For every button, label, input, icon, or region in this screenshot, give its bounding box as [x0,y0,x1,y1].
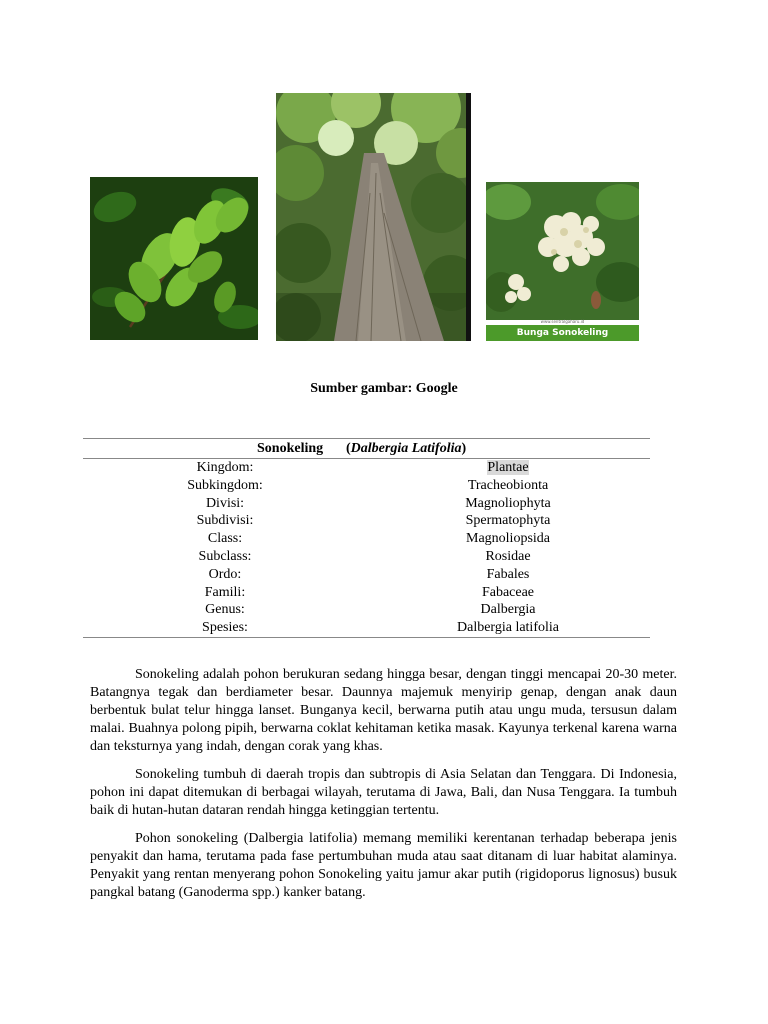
table-row [83,584,650,602]
taxonomy-table [83,438,650,638]
rank-value: Fabales [486,566,530,582]
table-row [83,530,650,548]
rank-value: Dalbergia [480,602,536,618]
rank-value: Dalbergia latifolia [457,620,559,636]
table-row [83,459,650,477]
rank-value: Plantae [487,460,529,475]
rank-label: Kingdom: [196,460,254,475]
rank-label: Subkingdom: [187,477,263,493]
header-latin-name: (Dalbergia Latifolia) [346,441,467,456]
body-paragraph: Sonokeling tumbuh di daerah tropis dan subtropis di Asia Selatan dan Tenggara. Di Indonesia, pohon ini dapat ditemukan di berbagai wilayah, terutama di Jawa, Bali, dan Nusa Tenggara. Ia tumbuh baik di hutan-hutan dataran rendah hingga ketinggian tertentu. [90,767,677,818]
leaf-photo [90,177,258,340]
rank-value: Spermatophyta [465,513,551,529]
rank-value: Magnoliopsida [466,531,550,547]
table-row [83,477,650,495]
table-row [83,619,650,637]
rank-value: Fabaceae [481,584,535,600]
table-row [83,512,650,530]
table-row [83,495,650,513]
rank-label: Genus: [205,602,245,618]
table-header [83,439,650,459]
table-row [83,566,650,584]
body-paragraph: Sonokeling adalah pohon berukuran sedang hingga besar, dengan tinggi mencapai 20-30 meter. Batangnya tegak dan berdiameter besar. Daunnya majemuk menyirip genap, dengan anak daun berbentuk bulat telur hingga lanset. Bunganya kecil, berwarna putih atau ungu muda, tersusun dalam malai. Buahnya polong pipih, berwarna coklat kehitaman ketika masak. Kayunya terkenal karena warna dan teksturnya yang indah, dengan corak yang khas. [90,667,677,754]
rank-label: Ordo: [208,566,242,582]
rank-label: Spesies: [202,620,248,636]
source-caption: Sumber gambar: Google [310,381,458,396]
table-row [83,548,650,566]
rank-label: Subclass: [198,548,252,564]
image-watermark: www.sentralgaharu.id [540,319,585,324]
rank-label: Subdivisi: [196,513,254,529]
rank-value: Magnoliophyta [465,495,551,511]
header-name: Sonokeling [257,441,324,456]
rank-label: Divisi: [205,495,245,511]
rank-label: Famili: [204,584,246,600]
rank-value: Tracheobionta [467,477,549,493]
rank-value: Rosidae [485,548,531,564]
rank-label: Class: [207,531,243,547]
table-row [83,601,650,619]
image-caption: Bunga Sonokeling [486,325,639,341]
tree-trunk-photo [276,93,471,341]
body-paragraph: Pohon sonokeling (Dalbergia latifolia) memang memiliki kerentanan terhadap beberapa jenis penyakit dan hama, terutama pada fase pertumbuhan muda atau saat ditanam di luar habitat alaminya. Penyakit yang rentan menyerang pohon Sonokeling yaitu jamur akar putih (rigidoporus lignosus) busuk pangkal batang (Ganoderma spp.) kanker batang. [90,831,677,900]
flower-photo [486,182,639,341]
